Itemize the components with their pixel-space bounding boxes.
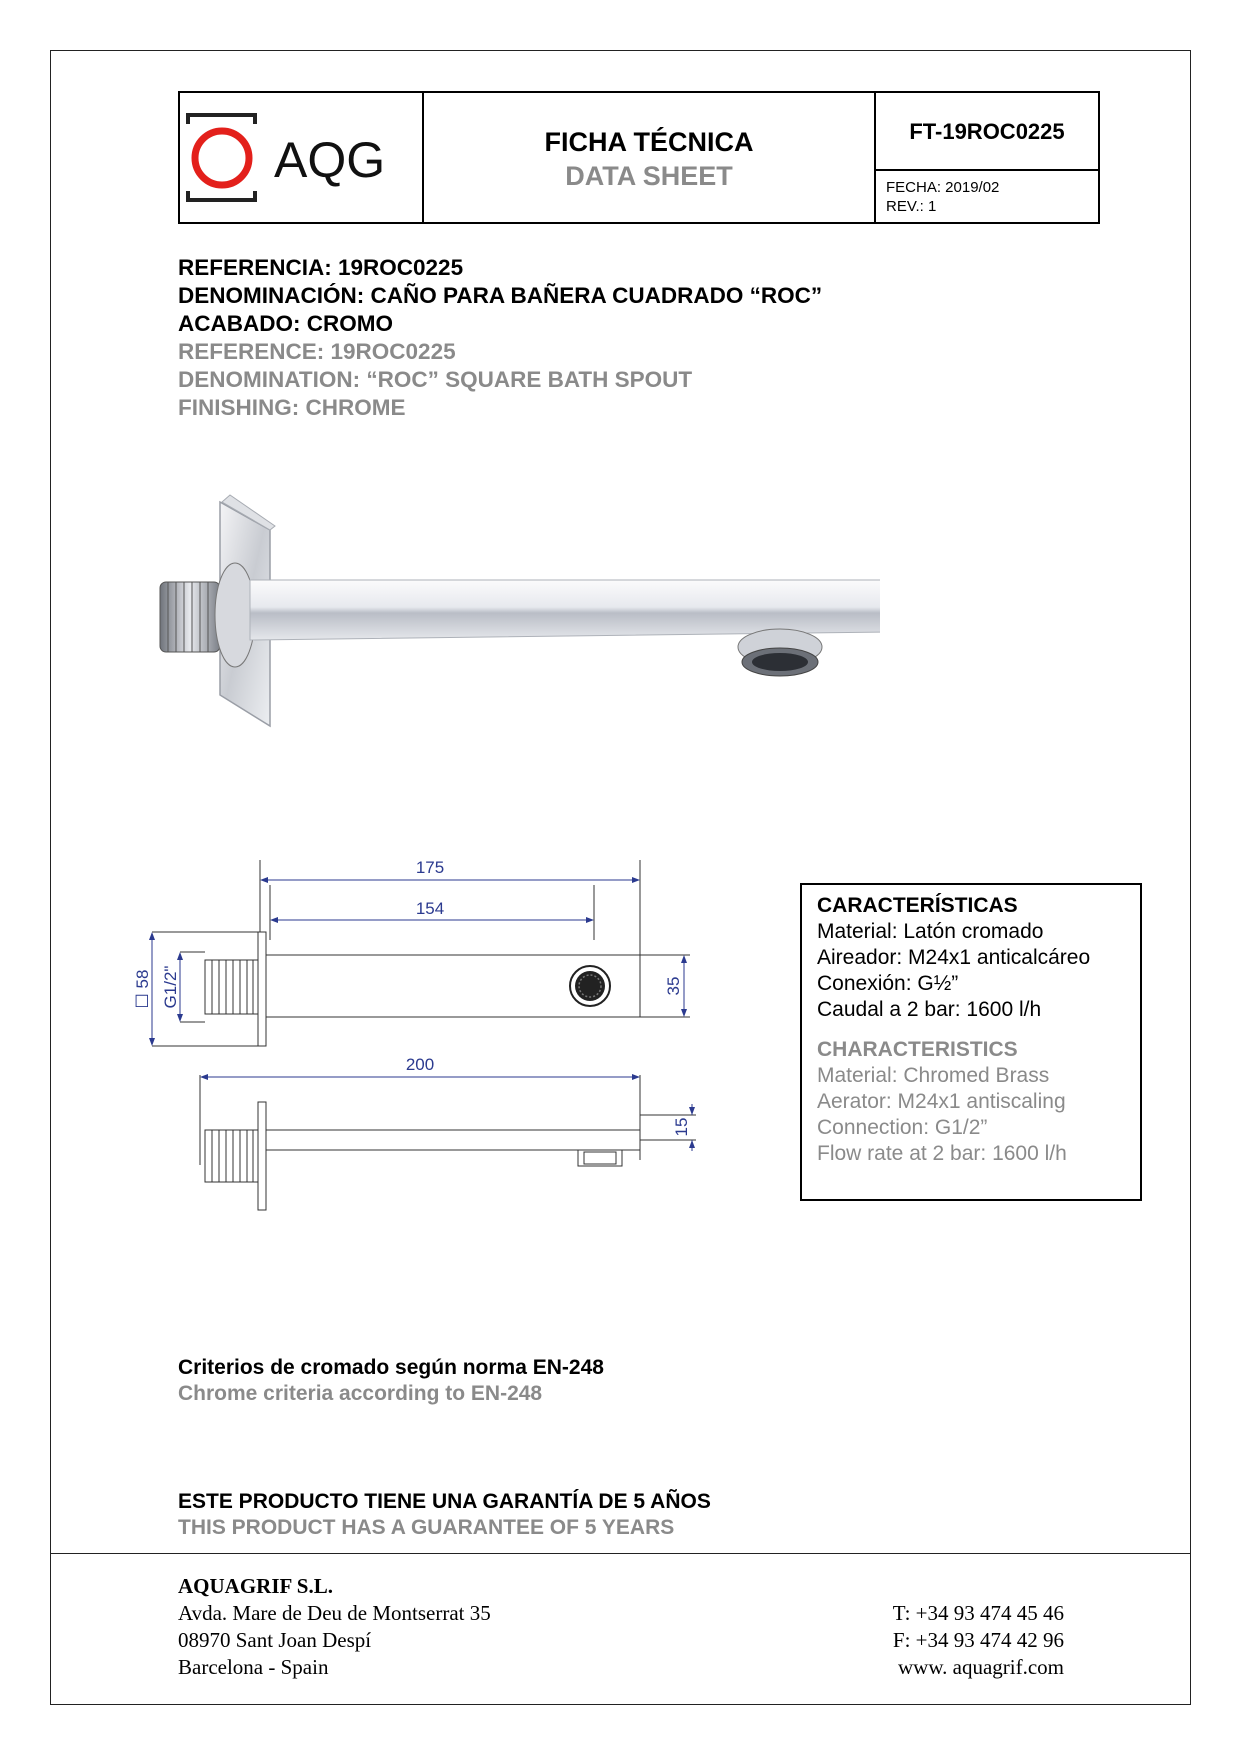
char-material-es: Material: Latón cromado: [817, 920, 1044, 943]
char-material-en: Material: Chromed Brass: [817, 1064, 1050, 1087]
char-flow-en: Flow rate at 2 bar: 1600 l/h: [817, 1142, 1067, 1165]
char-title-en: CHARACTERISTICS: [817, 1038, 1018, 1061]
reference-es: REFERENCIA: 19ROC0225: [178, 255, 464, 280]
company-name: AQUAGRIF S.L.: [178, 1574, 333, 1598]
title-cell: [424, 93, 876, 222]
thread-connector: [160, 582, 220, 652]
chrome-criteria-en: Chrome criteria according to EN-248: [178, 1382, 543, 1405]
char-spacer: [817, 1023, 1140, 1037]
reference-en: REFERENCE: 19ROC0225: [178, 339, 456, 364]
title-en: DATA SHEET: [565, 161, 733, 191]
dim-58: ☐ 58: [133, 969, 152, 1009]
product-photo: [140, 490, 880, 750]
warranty-es: ESTE PRODUCTO TIENE UNA GARANTÍA DE 5 AÑOS: [178, 1490, 711, 1513]
address-line-1: Avda. Mare de Deu de Montserrat 35: [178, 1601, 491, 1625]
title-es: FICHA TÉCNICA: [544, 127, 754, 157]
sheet-date: FECHA: 2019/02: [886, 179, 1000, 196]
address-line-2: 08970 Sant Joan Despí: [178, 1628, 372, 1652]
char-connection-en: Connection: G1/2”: [817, 1116, 988, 1139]
code-box: [876, 93, 1098, 171]
chrome-criteria-es: Criterios de cromado según norma EN-248: [178, 1356, 604, 1379]
char-aerator-en: Aerator: M24x1 antiscaling: [817, 1090, 1066, 1113]
char-title-es: CARACTERÍSTICAS: [817, 894, 1018, 917]
dim-154: 154: [415, 899, 445, 918]
sheet-code: FT-19ROC0225: [909, 119, 1065, 144]
phone: T: +34 93 474 45 46: [892, 1601, 1064, 1625]
header-table: [178, 91, 1100, 224]
characteristics-box: [800, 883, 1142, 1201]
logo-cell: [180, 93, 424, 222]
char-aerator-es: Aireador: M24x1 anticalcáreo: [817, 946, 1091, 969]
dim-175: 175: [415, 860, 445, 877]
dim-15: 15: [672, 1117, 691, 1137]
char-flow-es: Caudal a 2 bar: 1600 l/h: [817, 998, 1042, 1021]
code-cell: [876, 93, 1098, 222]
dim-g12: G1/2": [161, 965, 180, 1009]
denomination-es: DENOMINACIÓN: CAÑO PARA BAÑERA CUADRADO “ROC”: [178, 283, 823, 308]
dim-200: 200: [405, 1055, 435, 1074]
fax: F: +34 93 474 42 96: [892, 1628, 1064, 1652]
footer-separator: [50, 1553, 1191, 1554]
denomination-en: DENOMINATION: “ROC” SQUARE BATH SPOUT: [178, 367, 693, 392]
finish-en: FINISHING: CHROME: [178, 395, 406, 420]
finish-es: ACABADO: CROMO: [178, 311, 393, 336]
technical-drawing: [110, 860, 710, 1220]
sheet-rev: REV.: 1: [886, 198, 937, 215]
aerator-circle: [570, 966, 610, 1006]
logo-text: AQG: [274, 132, 386, 188]
char-connection-es: Conexión: G½”: [817, 972, 959, 995]
dim-35: 35: [664, 976, 683, 996]
aqg-logo: [180, 93, 420, 222]
address-line-3: Barcelona - Spain: [178, 1655, 329, 1679]
warranty-en: THIS PRODUCT HAS A GUARANTEE OF 5 YEARS: [178, 1516, 675, 1539]
website-link[interactable]: www. aquagrif.com: [897, 1655, 1064, 1679]
